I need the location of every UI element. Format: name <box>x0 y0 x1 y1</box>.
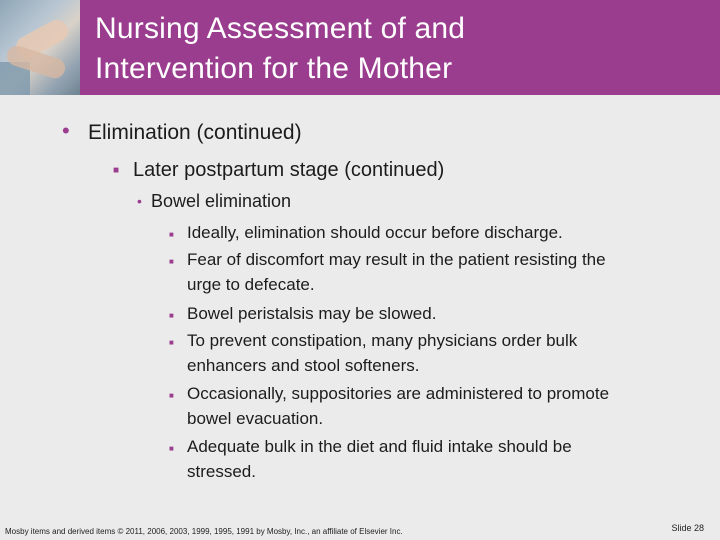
bullet-level-4: Occasionally, suppositories are administered to promote <box>187 384 610 403</box>
bullet-level-4: Ideally, elimination should occur before discharge. <box>187 223 563 242</box>
bullet-level-4: Bowel peristalsis may be slowed. <box>187 304 437 323</box>
bullet-square-icon: ■ <box>169 338 174 347</box>
bullet-dot-icon: • <box>62 118 70 143</box>
bullet-level-4: To prevent constipation, many physicians order bulk <box>187 331 578 350</box>
bullet-level-3: Bowel elimination <box>151 191 292 211</box>
slide-number: Slide 28 <box>671 523 704 533</box>
bullet-square-icon: ■ <box>169 230 174 239</box>
bullet-level-4-continuation: urge to defecate. <box>187 275 315 294</box>
bullet-square-icon: ■ <box>169 311 174 320</box>
bullet-square-icon: ■ <box>169 444 174 453</box>
bullet-level-2: Later postpartum stage (continued) <box>133 159 445 181</box>
bullet-level-4-continuation: enhancers and stool softeners. <box>187 356 420 375</box>
bullet-square-icon: ■ <box>169 391 174 400</box>
bullet-square-icon: ■ <box>113 165 120 176</box>
slide-title-line-2: Intervention for the Mother <box>95 52 453 85</box>
bullet-level-4: Adequate bulk in the diet and fluid intake should be <box>187 437 572 456</box>
copyright-footer: Mosby items and derived items © 2011, 2006, 2003, 1999, 1995, 1991 by Mosby, Inc., an affiliate of Elsevier Inc. <box>5 527 403 536</box>
bullet-level-4-continuation: bowel evacuation. <box>187 409 324 428</box>
bullet-level-4-continuation: stressed. <box>187 462 256 481</box>
bullet-dot-icon: • <box>137 193 142 209</box>
bullet-level-1: Elimination (continued) <box>88 121 302 144</box>
slide-title-line-1: Nursing Assessment of and <box>95 12 466 45</box>
bullet-level-4: Fear of discomfort may result in the patient resisting the <box>187 250 606 269</box>
bullet-square-icon: ■ <box>169 257 174 266</box>
